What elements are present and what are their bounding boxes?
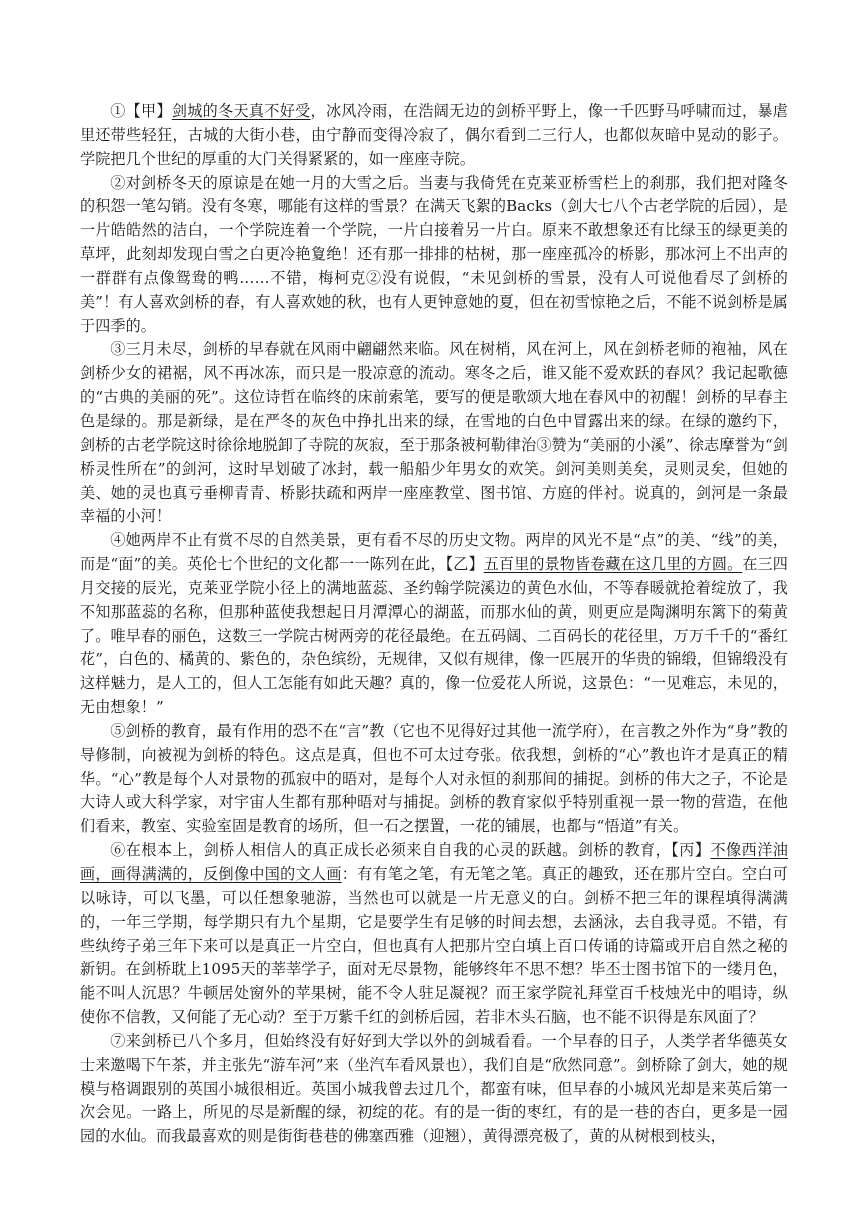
- paragraph-number: ⑦: [110, 1031, 126, 1050]
- paragraph-text: 剑桥的教育，最有作用的恐不在“言”教（它也不见得好过其他一流学府），在言教之外作为“身”教的导修制，向被视为剑桥的特色。这点是真，但也不可太过夸张。依我想，剑桥的“心”教也许才是真正的精华。“心”教是每个人对景物的孤寂中的晤对，是每个人对永恒的刹那间的捕捉。剑桥的伟大之子，不论是大诗人或大科学家，对宇宙人生都有那种晤对与捕捉。剑桥的教育家似乎特别重视一景一物的营造，在他们看来，教室、实验室固是教育的场所，但一石之摆置，一花的铺展，也都与“悟道”有关。: [80, 721, 788, 836]
- paragraph-2: [80, 172, 788, 339]
- paragraph-text: 三月未尽，剑桥的早春就在风雨中翩翩然来临。风在树梢，风在河上，风在剑桥老师的袍袖，风在剑桥少女的裙裾，风不再冰冻，而只是一股凉意的流动。寒冬之后，谁又能不爱欢跃的春风？我记起歌德的“古典的美丽的死”。这位诗哲在临终的床前索笔，要写的便是歌颂大地在春风中的初醒！剑桥的早春主色是绿的。那是新绿，是在严冬的灰色中挣扎出来的绿，在雪地的白色中冒露出来的绿。在绿的邀约下，剑桥的古老学院这时徐徐地脱卸了寺院的灰寂，至于那条被柯勒律治③赞为“美丽的小溪”、徐志摩誉为“剑桥灵性所在”的剑河，这时早划破了冰封，载一船船少年男女的欢笑。剑河美则美矣，灵则灵矣，但她的美、她的灵也真亏垂柳青青、桥影扶疏和两岸一座座教堂、图书馆、方庭的伴衬。说真的，剑河是一条最幸福的小河！: [80, 340, 788, 526]
- paragraph-text: ：有有笔之笔，有无笔之笔。真正的趣致，还在那片空白。空白可以咏诗，可以飞墨，可以任想象驰游，当然也可以就是一片无意义的白。剑桥不把三年的课程填得满满的，一年三学期，每学期只有九个星期，它是要学生有足够的时间去想，去涵泳，去自我寻觅。不错，有些纨绔子弟三年下来可以是真正一片空白，但也真有人把那片空白填上百口传诵的诗篇或开启自然之秘的新钥。在剑桥耽上1095天的莘莘学子，面对无尽景物，能够终年不思不想？毕丕士图书馆下的一缕月色，能不叫人沉思？牛顿居处窗外的苹果树，能不令人驻足凝视？而王家学院礼拜堂百千枝烛光中的唱诗，纵使你不信教，又何能了无心动？至于万紫千红的剑桥后园，若非木头石脑，也不能不识得是东风面了？: [80, 865, 789, 1027]
- paragraph-7: [80, 1030, 788, 1149]
- paragraph-number: ①: [110, 102, 126, 120]
- underlined-sentence-yi: 五百里的景物皆卷藏在这几里的方圆。: [483, 555, 743, 574]
- paragraph-5: [80, 720, 788, 839]
- section-marker-bing: 【丙】: [671, 841, 711, 860]
- section-marker-jia: 【甲】: [125, 102, 172, 120]
- paragraph-number: ⑥: [110, 841, 126, 860]
- paragraph-text-before: 在根本上，剑桥人相信人的真正成长必须来自自我的心灵的跃越。剑桥的教育，: [125, 841, 672, 860]
- paragraph-text: ，冰风冷雨，在浩阔无边的剑桥平野上，像一千匹野马呼啸而过，暴虐里还带些轻狂，古城的大街小巷，由宁静而变得冷寂了，偶尔看到二三行人，也都似灰暗中晃动的影子。学院把几个世纪的厚重的大门关得紧紧的，如一座座寺院。: [80, 102, 788, 168]
- underlined-sentence-jia: 剑城的冬天真不好受: [171, 102, 311, 120]
- paragraph-3: [80, 338, 788, 529]
- article-body: [80, 100, 788, 1149]
- paragraph-number: ④: [110, 531, 126, 550]
- paragraph-1: [80, 100, 788, 172]
- paragraph-text: 在三四月交接的辰光，克莱亚学院小径上的满地蓝蕊、圣约翰学院溪边的黄色水仙，不等春暖就抢着绽放了，我不知那蓝蕊的名称，但那种蓝使我想起日月潭潭心的湖蓝，而那水仙的黄，则更应是陶渊明东篱下的菊黄了。唯早春的丽色，这数三一学院古树两旁的花径最绝。在五码阔、二百码长的花径里，万万千千的“番红花”，白色的、橘黄的、紫色的，杂色缤纷，无规律，又似有规律，像一匹展开的华贵的锦缎，但锦缎没有这样魅力，是人工的，但人工怎能有如此天趣？真的，像一位爱花人所说，这景色：“一见难忘，未见的，无由想象！”: [80, 555, 788, 717]
- paragraph-number: ⑤: [110, 721, 126, 740]
- paragraph-6: [80, 839, 788, 1030]
- paragraph-text-before: 她两岸不止有赏不尽的自然美景，更有看不尽的历史文物。两岸的风光不是“点”的美、“线”的美，而是“面”的美。英伦七个世纪的文化都一一陈列在此，: [80, 531, 788, 574]
- paragraph-text: 来剑桥已八个多月，但始终没有好好到大学以外的剑城看看。一个早春的日子，人类学者华德英女士来邀喝下午茶，并主张先“游车河”来（坐汽车看风景也），我们自是“欣然同意”。剑桥除了剑大，她的规模与格调跟别的英国小城很相近。英国小城我曾去过几个，都蛮有味，但早春的小城风光却是来英后第一次会见。一路上，所见的尽是新醒的绿，初绽的花。有的是一街的枣红，有的是一巷的杏白，更多是一园园的水仙。而我最喜欢的则是街街巷巷的佛塞西雅（迎翘），黄得漂亮极了，黄的从树根到枝头，: [80, 1031, 788, 1146]
- paragraph-4: [80, 529, 788, 720]
- paragraph-number: ②: [110, 173, 126, 192]
- paragraph-text: 对剑桥冬天的原谅是在她一月的大雪之后。当妻与我倚凭在克莱亚桥雪栏上的刹那，我们把对隆冬的积怨一笔勾销。没有冬寒，哪能有这样的雪景？在满天飞絮的Backs（剑大七八个古老学院的后园），是一片皓皓然的洁白，一个学院连着一个学院，一片白接着另一片白。原来不敢想象还有比绿玉的绿更美的草坪，此刻却发现白雪之白更冷艳夐绝！还有那一排排的枯树，那一座座孤冷的桥影，那冰河上不出声的一群群有点像鸳鸯的鸭……不错，梅柯克②没有说假，“未见剑桥的雪景，没有人可说他看尽了剑桥的美”！有人喜欢剑桥的春，有人喜欢她的秋，也有人更钟意她的夏，但在初雪惊艳之后，不能不说剑桥是属于四季的。: [80, 173, 788, 335]
- section-marker-yi: 【乙】: [445, 555, 484, 574]
- underlined-sentence-bing: 不像西洋油画，画得满满的，反倒像中国的文人画: [80, 841, 788, 883]
- paragraph-number: ③: [110, 340, 126, 359]
